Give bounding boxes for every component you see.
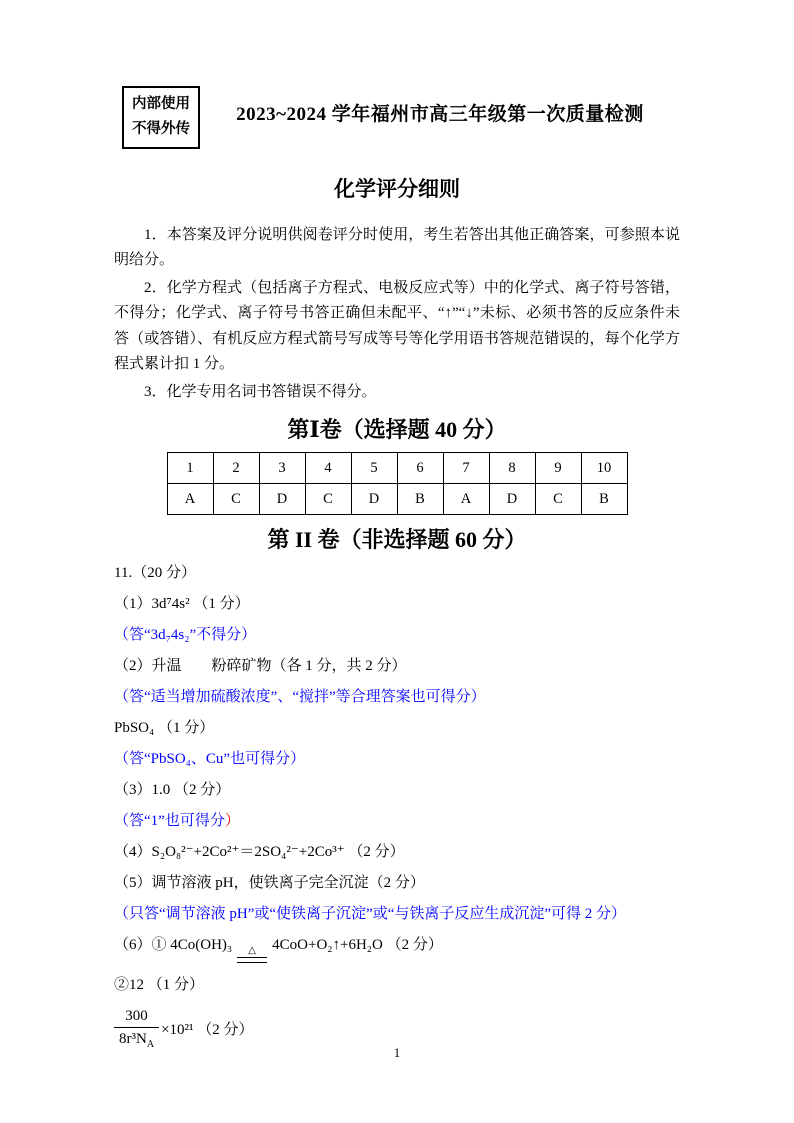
multiple-choice-answer-table [167,452,628,515]
document-header [114,86,680,149]
answer-letter-cell: C [535,484,581,515]
fraction-score: （2 分） [197,1022,254,1038]
question-number-cell: 2 [213,453,259,484]
question-number-cell: 6 [397,453,443,484]
section-1-heading: 第Ⅰ卷（选择题 40 分） [287,417,507,443]
question-11-5-note: （只答“调节溶液 pH”或“使铁离子沉淀”或“与铁离子反应生成沉淀”可得 2 分） [114,906,627,923]
answer-letter-cell: C [213,484,259,515]
question-number-cell: 10 [581,453,627,484]
question-11-6-answer-1 [114,936,680,963]
document-title: 2023~2024 学年福州市高三年级第一次质量检测 [236,104,644,125]
delta-heating-condition [237,946,267,963]
question-11-3-answer: （3）1.0 （2 分） [114,782,231,799]
answer-letter-cell: C [305,484,351,515]
answer-letter-cell: B [581,484,627,515]
question-11-1-answer: （1）3d⁷4s² （1 分） [114,596,250,613]
question-11-2-note-1: （答“适当增加硫酸浓度”、“搅拌”等合理答案也可得分） [114,689,486,706]
question-number-cell: 4 [305,453,351,484]
question-11-3-note [114,812,680,830]
question-11-1-note: （答“3d₇4s₂”不得分） [114,627,257,644]
answer-letter-cell: D [351,484,397,515]
question-number-cell: 5 [351,453,397,484]
question-11-label: 11.（20 分） [114,565,196,582]
question-11-5-answer: （5）调节溶液 pH，使铁离子完全沉淀（2 分） [114,875,425,892]
note-paren-red: ） [224,813,240,830]
section-2-heading: 第 II 卷（非选择题 60 分） [267,527,527,553]
question-number-cell: 9 [535,453,581,484]
question-number-cell: 8 [489,453,535,484]
stamp-line-2: 不得外传 [132,121,190,138]
answer-letter-cell: A [167,484,213,515]
instruction-paragraph-3: 3．化学专用名词书答错误不得分。 [144,383,377,400]
fraction-denominator: $8r^3N_A$ [119,1031,155,1051]
question-11-6-answer-2: ②12 （1 分） [114,977,205,994]
question-number-row [167,453,627,484]
question-11-2-answer-1: （2）升温 粉碎矿物（各 1 分，共 2 分） [114,658,407,675]
question-11-2-answer-2: PbSO₄ （1 分） [114,720,215,737]
answer-letter-row [167,484,627,515]
stamp-line-1: 内部使用 [132,96,190,112]
question-11-4-answer: （4）S₂O₈²⁻+2Co²⁺＝2SO₄²⁻+2Co³⁺ （2 分） [114,844,405,861]
avogadro-subscript: A [146,1039,155,1051]
question-number-cell: 7 [443,453,489,484]
question-number-cell: 1 [167,453,213,484]
instruction-paragraph-1: 1．本答案及评分说明供阅卷评分时使用，考生若答出其他正确答案，可参照本说明给分。 [114,226,680,268]
answer-letter-cell: A [443,484,489,515]
question-number-cell: 3 [259,453,305,484]
fraction-numerator: 300 [114,1007,159,1028]
fraction-multiplier: ×10²¹ [161,1022,194,1038]
answer-letter-cell: D [259,484,305,515]
equation-right-side: 4CoO+O₂↑+6H₂O （2 分） [272,937,443,954]
document-subtitle: 化学评分细则 [334,176,460,201]
note-text-blue: （答“1”也可得分 [114,813,225,830]
answer-letter-cell: B [397,484,443,515]
page-number: 1 [393,1046,401,1060]
equation-left-side: （6）① 4Co(OH)₃ [114,937,233,954]
equals-sign [237,957,267,963]
internal-use-stamp [122,86,200,149]
question-11-block [114,564,680,1054]
question-11-2-note-2: （答“PbSO₄、Cu”也可得分） [114,751,306,768]
delta-icon: △ [248,945,256,957]
instruction-paragraph-2: 2．化学方程式（包括离子方程式、电极反应式等）中的化学式、离子符号答错，不得分；化学式、离子符号书答正确但未配平、“↑”“↓”未标、必须书答的反应条件未答（或答错）、有机反应方程式箭号写成等号等化学用语书答规范错误的，每个化学方程式累计扣 1 分。 [114,280,680,372]
answer-letter-cell: D [489,484,535,515]
